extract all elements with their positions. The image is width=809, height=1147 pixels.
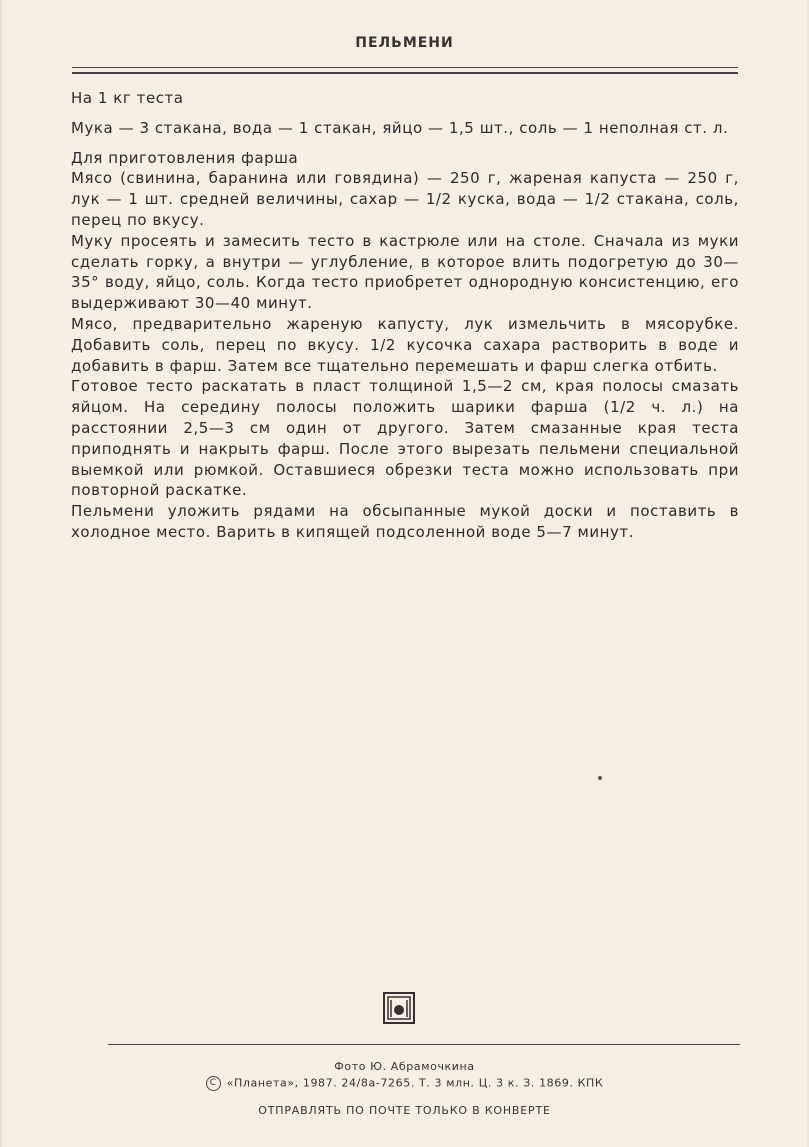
step-2: Мясо, предварительно жареную капусту, лук измельчить в мясорубке. Добавить соль, перец по вкусу. 1/2 кусочка сахара растворить в воде и добавить в фарш. Затем все тщательно перемешать и фарш слегка отбить.: [71, 314, 739, 375]
publisher-logo-icon: [383, 992, 415, 1024]
recipe-body: [71, 88, 739, 543]
step-3: Готовое тесто раскатать в пласт толщиной 1,5—2 см, края полосы смазать яйцом. На середину полосы положить шарики фарша (1/2 ч. л.) на расстоянии 2,5—3 см один от другого. Затем смазанные края теста приподнять и накрыть фарш. После этого вырезать пельмени специальной выемкой или рюмкой. Оставшиеся обрезки теста можно использовать при повторной раскатке.: [71, 377, 739, 500]
filling-ingredients: Мясо (свинина, баранина или говядина) — 250 г, жареная капуста — 250 г, лук — 1 шт. средней величины, сахар — 1/2 куска, вода — 1/2 стакана, соль, перец по вкусу.: [71, 169, 739, 229]
publisher-line: [0, 1076, 809, 1091]
paper-speck: [598, 776, 602, 780]
title-rule-thin: [72, 67, 738, 68]
copyright-icon: С: [206, 1076, 221, 1091]
photo-credit: Фото Ю. Абрамочкина: [334, 1060, 475, 1073]
filling-heading: Для приготовления фарша: [71, 148, 299, 167]
step-4: Пельмени уложить рядами на обсыпанные мукой доски и поставить в холодное место. Варить в кипящей подсоленной воде 5—7 минут.: [71, 502, 739, 541]
footer-rule: [108, 1044, 740, 1045]
step-1: Муку просеять и замесить тесто в кастрюле или на столе. Сначала из муки сделать горку, а внутри — углубление, в которое влить подогретую до 30—35° воду, яйцо, соль. Когда тесто приобретет однородную консистенцию, его выдерживают 30—40 минут.: [71, 231, 739, 313]
title-rule-thick: [72, 72, 738, 74]
dough-ingredients: Мука — 3 стакана, вода — 1 стакан, яйцо — 1,5 шт., соль — 1 неполная ст. л.: [71, 118, 729, 137]
publisher-text: «Планета», 1987. 24/8а-7265. Т. 3 млн. Ц. 3 к. З. 1869. КПК: [226, 1076, 604, 1090]
page-title: ПЕЛЬМЕНИ: [355, 35, 454, 51]
dough-heading: На 1 кг теста: [71, 89, 184, 107]
mail-note: ОТПРАВЛЯТЬ ПО ПОЧТЕ ТОЛЬКО В КОНВЕРТЕ: [258, 1104, 551, 1117]
